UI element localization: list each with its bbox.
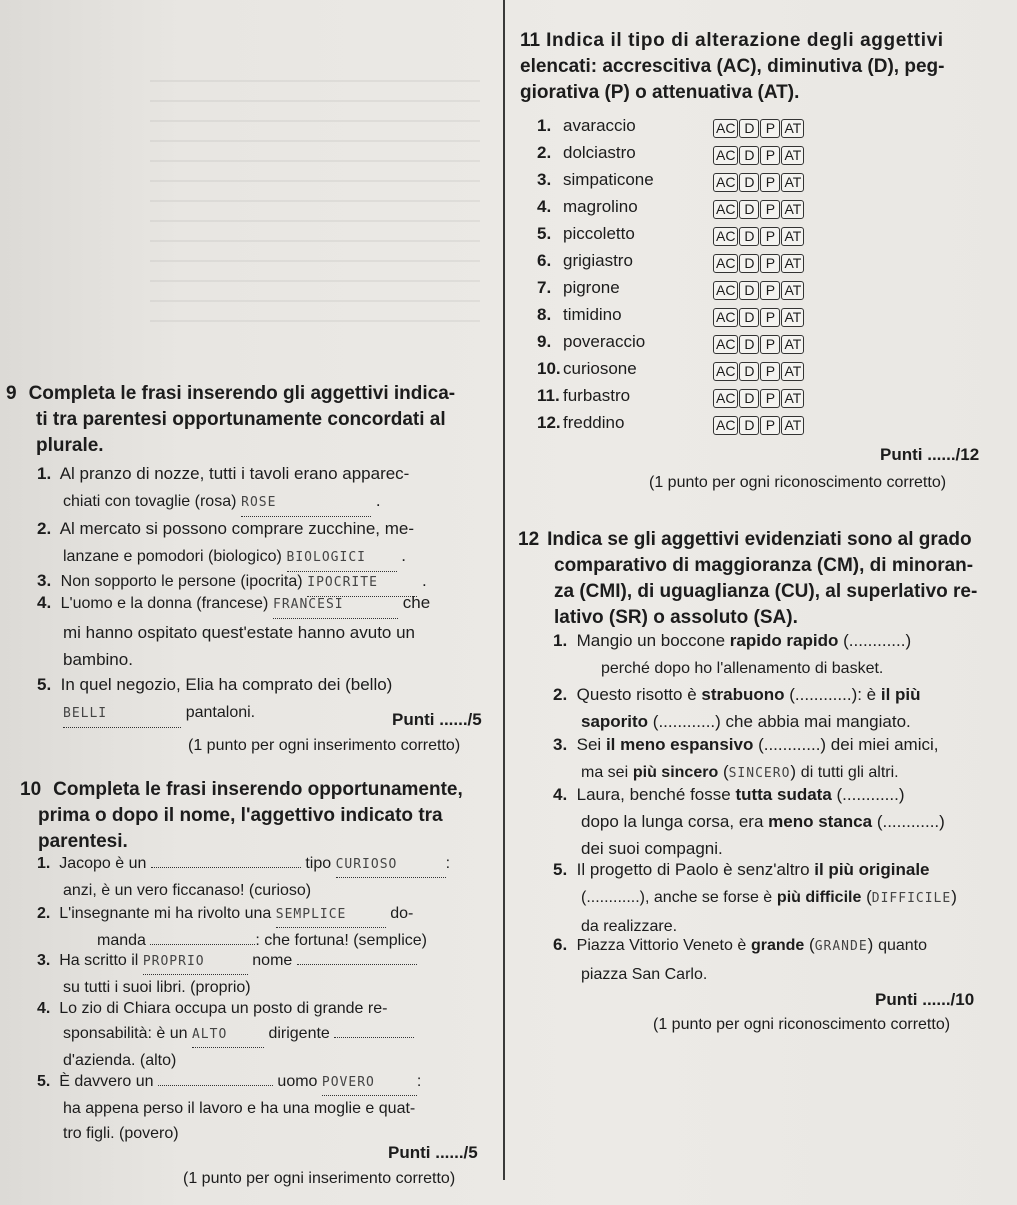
ex11-option-group	[713, 416, 804, 435]
ex11-option-group	[713, 146, 804, 165]
ex11-option-group	[713, 308, 804, 327]
ex11-option-ac[interactable]: AC	[713, 227, 738, 246]
ex11-option-d[interactable]: D	[739, 281, 759, 300]
ex11-score: Punti ....../12	[880, 445, 980, 464]
ex11-option-ac[interactable]: AC	[713, 335, 738, 354]
ex11-option-at[interactable]: AT	[781, 254, 804, 273]
ex11-option-ac[interactable]: AC	[713, 416, 738, 435]
ex11-item	[537, 413, 837, 440]
ex11-option-at[interactable]: AT	[781, 335, 804, 354]
ex11-option-at[interactable]: AT	[781, 281, 804, 300]
ex11-item-number: 9.	[537, 332, 552, 351]
ex11-option-d[interactable]: D	[739, 308, 759, 327]
bleed-through-text	[150, 80, 480, 340]
ex10-title: 10 Completa le frasi inserendo opportunamente, prima o dopo il nome, l'aggettivo indicato tra parentesi.	[20, 779, 463, 852]
ex11-option-p[interactable]: P	[760, 281, 780, 300]
ex9-score: Punti ....../5	[392, 710, 482, 729]
ex10-answer-5[interactable]: POVERO	[321, 1075, 375, 1090]
ex11-option-p[interactable]: P	[760, 308, 780, 327]
ex11-option-p[interactable]: P	[760, 200, 780, 219]
ex11-item-word: simpaticone	[563, 170, 654, 189]
ex12-sentence-3: 3. Sei il meno espansivo (............) dei miei amici, ma sei più sincero (SINCERO) di tutti gli altri.	[553, 735, 939, 781]
ex9-answer-5[interactable]: BELLI	[63, 706, 108, 721]
ex11-item-number: 10.	[537, 359, 561, 378]
ex11-option-p[interactable]: P	[760, 362, 780, 381]
ex10-answer-2[interactable]: SEMPLICE	[275, 907, 347, 922]
ex9-note: (1 punto per ogni inserimento corretto)	[188, 737, 461, 754]
ex11-option-group	[713, 254, 804, 273]
ex11-option-group	[713, 200, 804, 219]
ex10-sentence-1: 1. Jacopo è un tipo CURIOSO : anzi, è un vero ficcanaso! (curioso)	[37, 851, 502, 903]
ex12-score: Punti ....../10	[875, 990, 975, 1009]
ex10-note: (1 punto per ogni inserimento corretto)	[183, 1170, 456, 1187]
ex11-item-word: magrolino	[563, 197, 638, 216]
ex9-sentence-5: 5. In quel negozio, Elia ha comprato dei (bello) BELLI pantaloni.	[37, 671, 497, 728]
ex11-option-d[interactable]: D	[739, 362, 759, 381]
ex11-item-number: 7.	[537, 278, 552, 297]
ex12-sentence-5: 5. Il progetto di Paolo è senz'altro il più originale (............), anche se forse è più difficile (DIFFICILE) da realizzare.	[553, 860, 957, 935]
ex11-item-word: piccoletto	[563, 224, 635, 243]
ex11-option-at[interactable]: AT	[781, 119, 804, 138]
ex11-option-p[interactable]: P	[760, 416, 780, 435]
ex11-item	[537, 116, 837, 143]
ex10-sentence-5: 5. È davvero un uomo POVERO : ha appena perso il lavoro e ha una moglie e quat- tro figli. (povero)	[37, 1069, 502, 1146]
ex11-item-number: 6.	[537, 251, 552, 270]
ex11-option-p[interactable]: P	[760, 227, 780, 246]
ex11-item-word: timidino	[563, 305, 622, 324]
ex11-option-d[interactable]: D	[739, 227, 759, 246]
ex12-sentence-4: 4. Laura, benché fosse tutta sudata (............) dopo la lunga corsa, era meno stanca (............) dei suoi compagni.	[553, 785, 945, 858]
ex11-item	[537, 251, 837, 278]
ex11-option-p[interactable]: P	[760, 389, 780, 408]
ex9-answer-2[interactable]: BIOLOGICI	[286, 550, 366, 565]
ex11-option-group	[713, 335, 804, 354]
ex11-option-d[interactable]: D	[739, 200, 759, 219]
ex10-score: Punti ....../5	[388, 1143, 478, 1162]
ex12-sentence-1: 1. Mangio un boccone rapido rapido (............) perché dopo ho l'allenamento di basket.	[553, 631, 912, 677]
ex11-option-ac[interactable]: AC	[713, 389, 738, 408]
ex11-option-d[interactable]: D	[739, 416, 759, 435]
ex11-item-number: 12.	[537, 413, 561, 432]
ex11-option-p[interactable]: P	[760, 254, 780, 273]
ex11-option-p[interactable]: P	[760, 335, 780, 354]
ex10-answer-3[interactable]: PROPRIO	[142, 954, 205, 969]
ex11-item	[537, 359, 837, 386]
ex11-note: (1 punto per ogni riconoscimento corretto)	[649, 474, 947, 491]
ex11-item	[537, 305, 837, 332]
ex11-option-group	[713, 362, 804, 381]
ex12-sentence-6: 6. Piazza Vittorio Veneto è grande (GRANDE) quanto piazza San Carlo.	[553, 935, 927, 983]
ex11-option-d[interactable]: D	[739, 254, 759, 273]
ex11-option-ac[interactable]: AC	[713, 308, 738, 327]
ex11-item-number: 3.	[537, 170, 552, 189]
ex11-item-number: 4.	[537, 197, 552, 216]
ex10-answer-4[interactable]: ALTO	[191, 1027, 228, 1042]
ex11-option-p[interactable]: P	[760, 146, 780, 165]
ex11-option-ac[interactable]: AC	[713, 146, 738, 165]
ex11-item	[537, 143, 837, 170]
ex9-sentence-4: 4. L'uomo e la donna (francese) FRANCESI che mi hanno ospitato quest'estate hanno avuto un bambino.	[37, 589, 497, 673]
ex11-item	[537, 278, 837, 305]
ex10-answer-1[interactable]: CURIOSO	[335, 857, 398, 872]
ex11-item-number: 11.	[537, 386, 560, 405]
ex11-option-d[interactable]: D	[739, 389, 759, 408]
ex11-item-word: avaraccio	[563, 116, 636, 135]
ex11-item	[537, 332, 837, 359]
ex12-answer-5[interactable]: DIFFICILE	[871, 891, 952, 906]
ex11-item-word: pigrone	[563, 278, 620, 297]
ex11-option-ac[interactable]: AC	[713, 281, 738, 300]
ex11-item-word: furbastro	[563, 386, 631, 405]
ex9-answer-1[interactable]: ROSE	[241, 495, 277, 510]
ex12-answer-6[interactable]: GRANDE	[814, 939, 868, 954]
ex11-option-at[interactable]: AT	[781, 227, 804, 246]
ex11-option-group	[713, 227, 804, 246]
ex11-item-number: 1.	[537, 116, 552, 135]
ex11-option-ac[interactable]: AC	[713, 254, 738, 273]
ex11-option-d[interactable]: D	[739, 173, 759, 192]
ex10-sentence-3: 3. Ha scritto il PROPRIO nome su tutti i suoi libri. (proprio)	[37, 948, 502, 1000]
ex9-sentence-3: 3. Non sopporto le persone (ipocrita) IPOCRITE .	[37, 567, 497, 597]
ex9-sentence-1: 1. Al pranzo di nozze, tutti i tavoli erano apparec- chiati con tovaglie (rosa) ROSE .	[37, 460, 497, 517]
ex11-item-number: 5.	[537, 224, 552, 243]
ex11-option-group	[713, 173, 804, 192]
ex11-item-word: grigiastro	[563, 251, 633, 270]
ex11-option-ac[interactable]: AC	[713, 200, 738, 219]
ex11-item	[537, 197, 837, 224]
ex11-option-ac[interactable]: AC	[713, 119, 738, 138]
ex11-item-word: poveraccio	[563, 332, 646, 351]
ex9-title: 9 Completa le frasi inserendo gli aggettivi indica- ti tra parentesi opportunamente concordati al plurale.	[6, 383, 456, 456]
ex11-option-d[interactable]: D	[739, 119, 759, 138]
ex11-option-ac[interactable]: AC	[713, 173, 738, 192]
ex11-option-group	[713, 119, 804, 138]
ex11-item-word: freddino	[563, 413, 625, 432]
ex11-option-at[interactable]: AT	[781, 389, 804, 408]
ex11-option-group	[713, 389, 804, 408]
ex11-list	[537, 116, 837, 440]
ex11-item-number: 2.	[537, 143, 552, 162]
ex11-option-d[interactable]: D	[739, 146, 759, 165]
ex11-option-at[interactable]: AT	[781, 362, 804, 381]
ex12-title: 12 Indica se gli aggettivi evidenziati sono al grado comparativo di maggioranza (CM), di minoran- za (CMI), di uguaglianza (CU), al superlativo re- lativo (SR) o assoluto (SA).	[518, 529, 978, 628]
ex11-option-at[interactable]: AT	[781, 200, 804, 219]
ex12-sentence-2: 2. Questo risotto è strabuono (............): è il più saporito (............) che abbia mai mangiato.	[553, 685, 921, 731]
ex11-option-at[interactable]: AT	[781, 173, 804, 192]
ex11-item-word: curiosone	[563, 359, 637, 378]
ex11-option-d[interactable]: D	[739, 335, 759, 354]
ex10-sentence-2: 2. L'insegnante mi ha rivolto una SEMPLICE do- manda : che fortuna! (semplice)	[37, 901, 502, 953]
ex11-option-p[interactable]: P	[760, 173, 780, 192]
ex11-item	[537, 386, 837, 413]
ex11-option-ac[interactable]: AC	[713, 362, 738, 381]
ex11-title: 11 Indica il tipo di alterazione degli aggettivi elencati: accrescitiva (AC), diminutiva (D), peg- giorativa (P) o attenuativa (AT).	[520, 30, 945, 103]
ex11-item	[537, 170, 837, 197]
ex11-item-number: 8.	[537, 305, 552, 324]
ex9-answer-4[interactable]: FRANCESI	[273, 597, 344, 612]
ex11-option-at[interactable]: AT	[781, 146, 804, 165]
ex12-answer-3[interactable]: SINCERO	[728, 766, 791, 781]
ex11-option-p[interactable]: P	[760, 119, 780, 138]
ex11-option-at[interactable]: AT	[781, 308, 804, 327]
ex9-sentence-2: 2. Al mercato si possono comprare zucchine, me- lanzane e pomodori (biologico) BIOLOGICI .	[37, 515, 497, 572]
ex11-item-word: dolciastro	[563, 143, 636, 162]
ex9-answer-3[interactable]: IPOCRITE	[307, 575, 378, 590]
ex10-sentence-4: 4. Lo zio di Chiara occupa un posto di grande re- sponsabilità: è un ALTO dirigente d'azienda. (alto)	[37, 996, 502, 1073]
ex11-item	[537, 224, 837, 251]
ex11-option-at[interactable]: AT	[781, 416, 804, 435]
column-divider	[503, 0, 505, 1180]
ex11-option-group	[713, 281, 804, 300]
ex12-note: (1 punto per ogni riconoscimento corretto)	[653, 1016, 951, 1033]
